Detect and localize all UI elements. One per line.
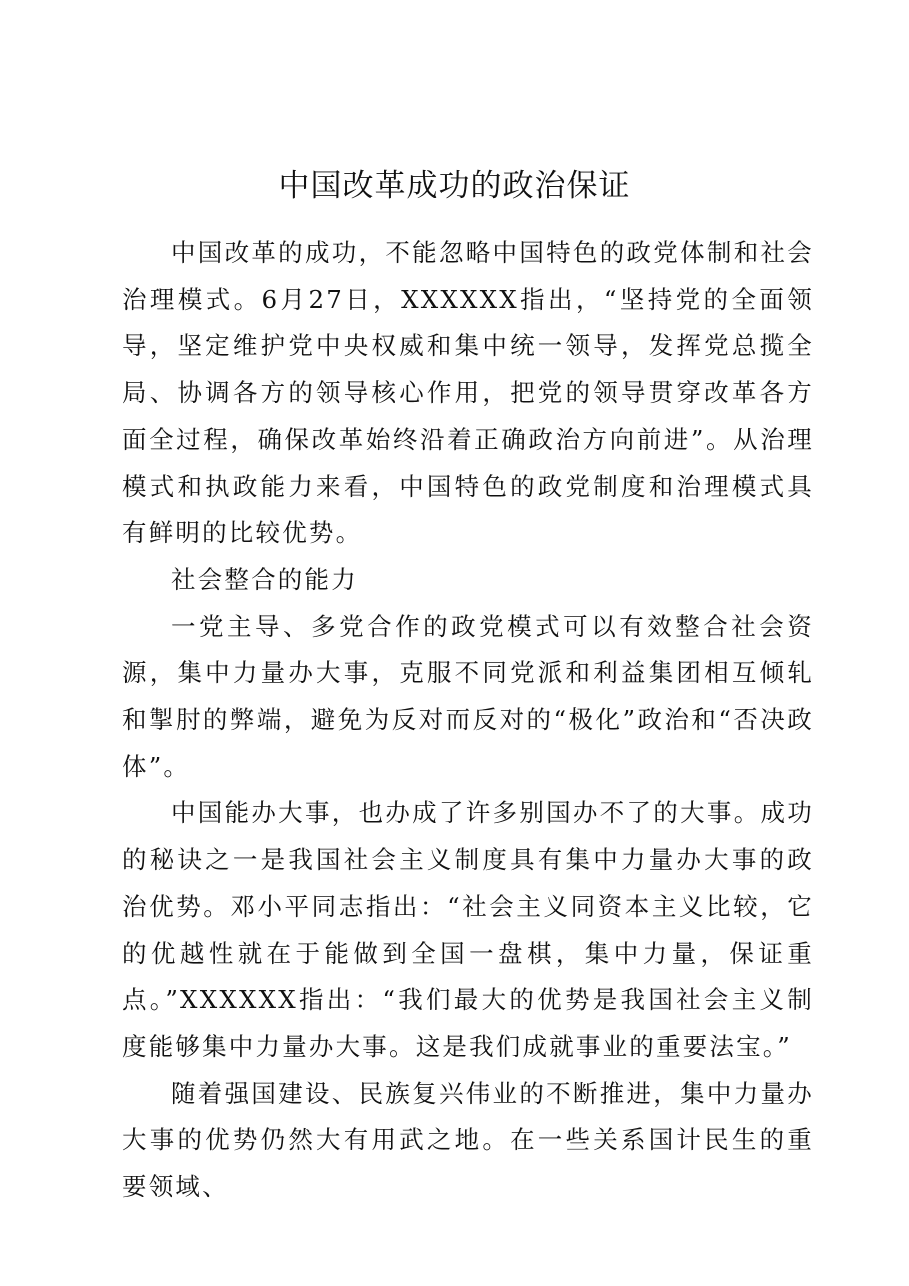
document-body bbox=[122, 230, 814, 1211]
paragraph-intro: 中国改革的成功，不能忽略中国特色的政党体制和社会治理模式。6月27日，XXXXXX指出，“坚持党的全面领导，坚定维护党中央权威和集中统一领导，发挥党总揽全局、协调各方的领导核心作用，把党的领导贯穿改革各方面全过程，确保改革始终沿着正确政治方向前进”。从治理模式和执政能力来看，中国特色的政党制度和治理模式具有鲜明的比较优势。 bbox=[122, 238, 814, 548]
document-title: 中国改革成功的政治保证 bbox=[278, 168, 631, 204]
paragraph-party-model: 一党主导、多党合作的政党模式可以有效整合社会资源，集中力量办大事，克服不同党派和利益集团相互倾轧和掣肘的弊端，避免为反对而反对的“极化”政治和“否决政体”。 bbox=[122, 611, 814, 781]
paragraph-national-rejuvenation: 随着强国建设、民族复兴伟业的不断推进，集中力量办大事的优势仍然大有用武之地。在一些关系国计民生的重要领域、 bbox=[122, 1078, 814, 1202]
section-heading-social-integration: 社会整合的能力 bbox=[171, 564, 358, 594]
paragraph-big-things: 中国能办大事，也办成了许多别国办不了的大事。成功的秘诀之一是我国社会主义制度具有集中力量办大事的政治优势。邓小平同志指出：“社会主义同资本主义比较，它的优越性就在于能做到全国一盘棋，集中力量，保证重点。”XXXXXX指出：“我们最大的优势是我国社会主义制度能够集中力量办大事。这是我们成就事业的重要法宝。” bbox=[122, 798, 814, 1061]
